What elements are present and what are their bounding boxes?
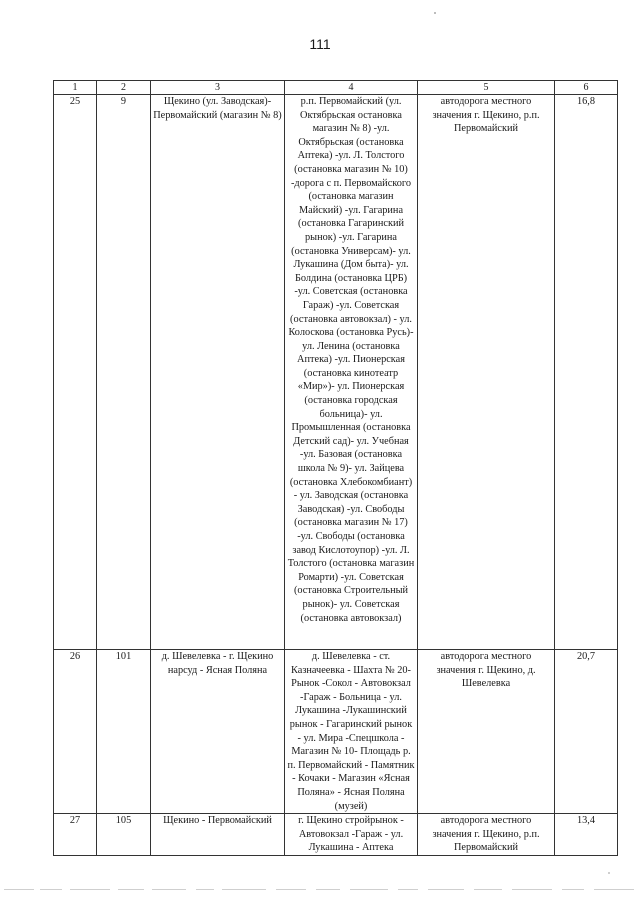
scan-speck (608, 872, 610, 874)
header-cell-5: 5 (418, 81, 555, 95)
table-row (54, 814, 618, 856)
route-number: 105 (97, 814, 151, 856)
route-number: 101 (97, 650, 151, 814)
route-name: Щекино - Первомайский (151, 814, 285, 856)
table-row (54, 650, 618, 814)
header-row (54, 81, 618, 95)
row-number: 27 (54, 814, 97, 856)
header-cell-1: 1 (54, 81, 97, 95)
route-number: 9 (97, 95, 151, 650)
row-number: 26 (54, 650, 97, 814)
route-path: д. Шевелевка - ст. Казначеевка - Шахта № 20- Рынок -Сокол - Автовокзал -Гараж - Больница - ул. Лукашина -Лукашинский рынок - Гагаринский рынок - ул. Мира -Спецшкола - Магазин № 10- Площадь р. п. Первомайский - Памятник - Кочаки - Магазин «Ясная Поляна» - Ясная Поляна (музей) (285, 650, 418, 814)
routes-table (53, 80, 618, 856)
route-distance: 20,7 (555, 650, 618, 814)
road-type: автодорога местного значения г. Щекино, р.п. Первомайский (418, 814, 555, 856)
scan-speck (434, 12, 436, 14)
route-name: Щекино (ул. Заводская)- Первомайский (магазин № 8) (151, 95, 285, 650)
route-path: г. Щекино стройрынок - Автовокзал -Гараж - ул. Лукашина - Аптека (285, 814, 418, 856)
road-type: автодорога местного значения г. Щекино, д. Шевелевка (418, 650, 555, 814)
route-path: р.п. Первомайский (ул. Октябрьская остановка магазин № 8) -ул. Октябрьская (остановка Аптека) -ул. Л. Толстого (остановка магазин № 10) -дорога с п. Первомайского (остановка магазин Майский) -ул. Гагарина (остановка Гагаринский рынок) -ул. Гагарина (остановка Универсам)- ул. Лукашина (Дом быта)- ул. Болдина (остановка ЦРБ) -ул. Советская (остановка Гараж) -ул. Советская (остановка автовокзал) - ул. Колоскова (остановка Русь)- ул. Ленина (остановка Аптека) -ул. Пионерская (остановка кинотеатр «Мир»)- ул. Пионерская (остановка городская больница)- ул. Промышленная (остановка Детский сад)- ул. Учебная -ул. Базовая (остановка школа № 9)- ул. Зайцева (остановка Хлебокомбиант) - ул. Заводская (остановка Заводская) -ул. Свободы (остановка магазин № 17) -ул. Свободы (остановка завод Кислотоупор) -ул. Л. Толстого (остановка магазин Ромарти) -ул. Советская (остановка Строительный рынок)- ул. Советская (остановка автовокзал) (285, 95, 418, 650)
road-type: автодорога местного значения г. Щекино, р.п. Первомайский (418, 95, 555, 650)
header-cell-4: 4 (285, 81, 418, 95)
route-distance: 13,4 (555, 814, 618, 856)
route-distance: 16,8 (555, 95, 618, 650)
header-cell-3: 3 (151, 81, 285, 95)
row-number: 25 (54, 95, 97, 650)
page-number: 111 (309, 36, 331, 52)
route-name: д. Шевелевка - г. Щекино нарсуд - Ясная Поляна (151, 650, 285, 814)
scan-edge-line (0, 888, 640, 892)
header-cell-6: 6 (555, 81, 618, 95)
table-row (54, 95, 618, 650)
header-cell-2: 2 (97, 81, 151, 95)
